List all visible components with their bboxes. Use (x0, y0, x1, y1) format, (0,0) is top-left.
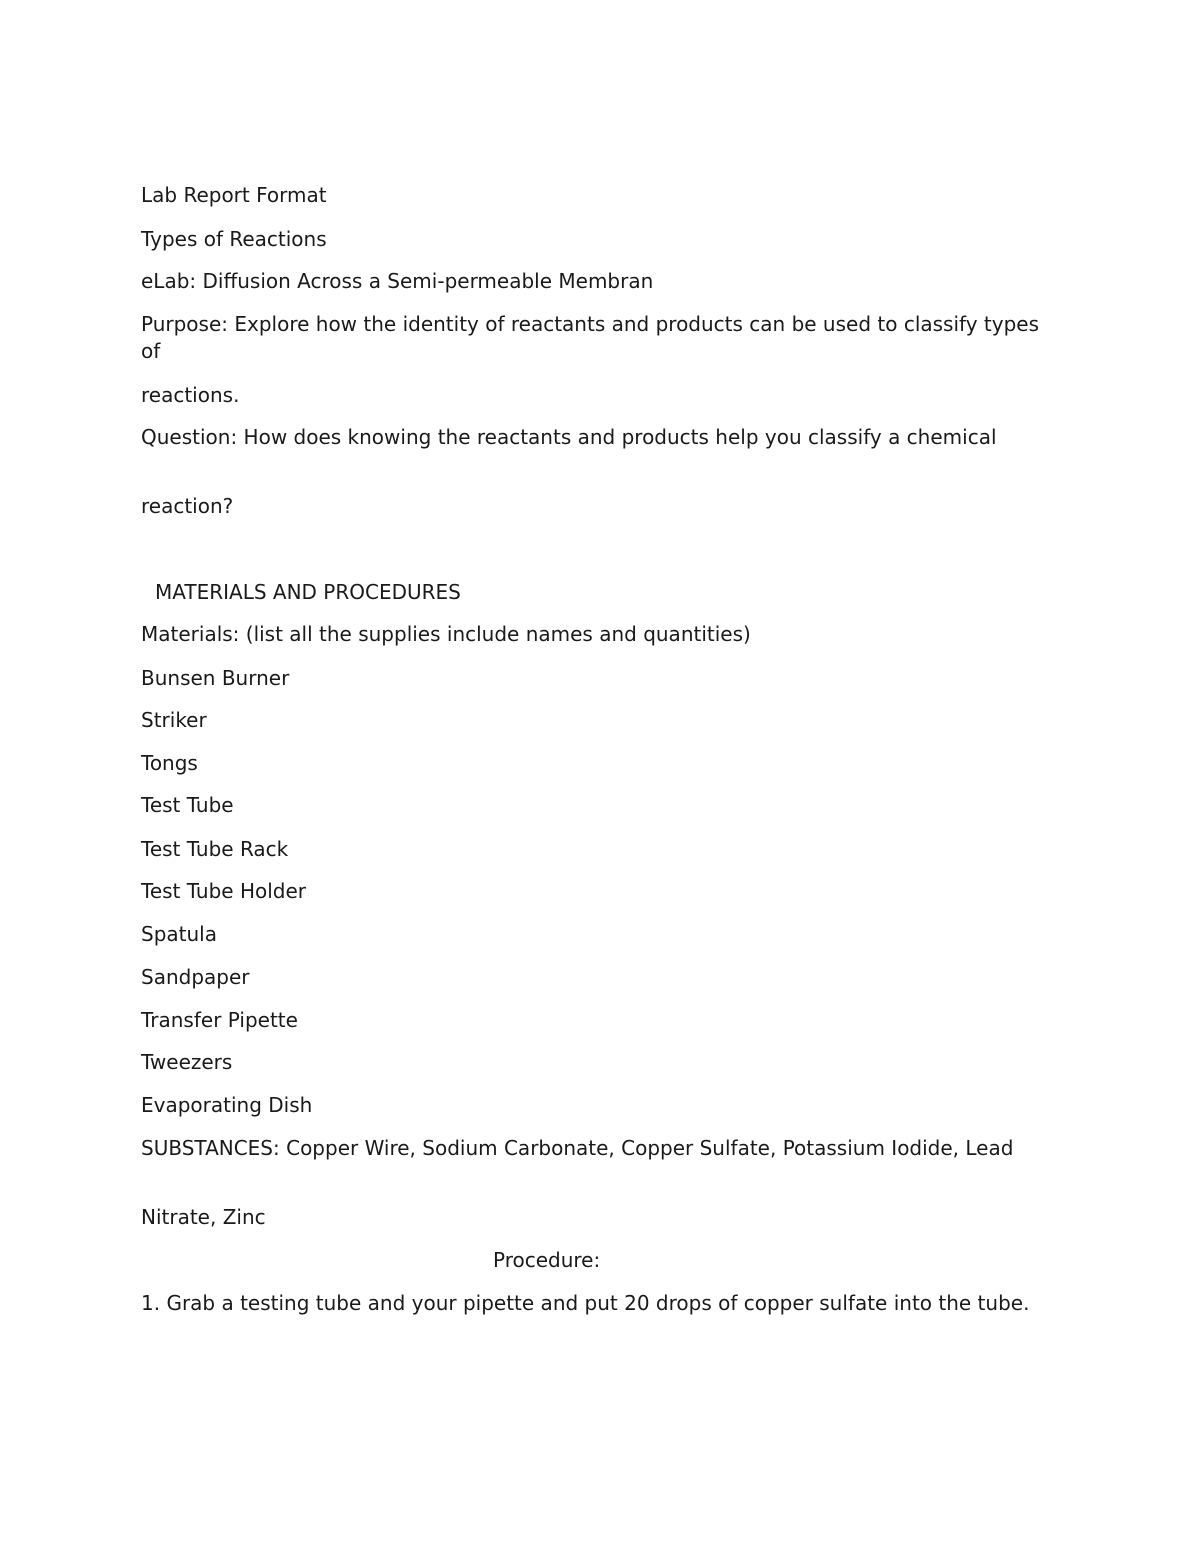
material-item: Striker (141, 708, 207, 732)
material-item: Spatula (141, 922, 217, 946)
substances-continuation: Nitrate, Zinc (141, 1205, 266, 1229)
material-item: Evaporating Dish (141, 1093, 313, 1117)
material-item: Test Tube Holder (141, 879, 307, 903)
purpose-text: Purpose: Explore how the identity of reactants and products can be used to classify types of (141, 312, 1040, 363)
purpose-continuation: reactions. (141, 383, 240, 407)
material-item: Test Tube (141, 793, 234, 817)
material-item: Bunsen Burner (141, 666, 290, 690)
material-item: Transfer Pipette (141, 1008, 298, 1032)
procedure-heading: Procedure: (493, 1248, 601, 1272)
procedure-step: 1. Grab a testing tube and your pipette and put 20 drops of copper sulfate into the tube. (141, 1291, 1030, 1315)
document-title: Lab Report Format (141, 183, 327, 207)
material-item: Tongs (141, 751, 198, 775)
document-subtitle: Types of Reactions (141, 227, 327, 251)
material-item: Test Tube Rack (141, 837, 289, 861)
materials-intro: Materials: (list all the supplies include names and quantities) (141, 622, 751, 646)
elab-title: eLab: Diffusion Across a Semi-permeable Membran (141, 269, 654, 293)
question-continuation: reaction? (141, 494, 234, 518)
question-text: Question: How does knowing the reactants and products help you classify a chemical (141, 425, 997, 449)
material-item: Tweezers (141, 1050, 233, 1074)
section-heading: MATERIALS AND PROCEDURES (155, 580, 461, 604)
substances-text: SUBSTANCES: Copper Wire, Sodium Carbonate, Copper Sulfate, Potassium Iodide, Lead (141, 1136, 1014, 1160)
material-item: Sandpaper (141, 965, 250, 989)
